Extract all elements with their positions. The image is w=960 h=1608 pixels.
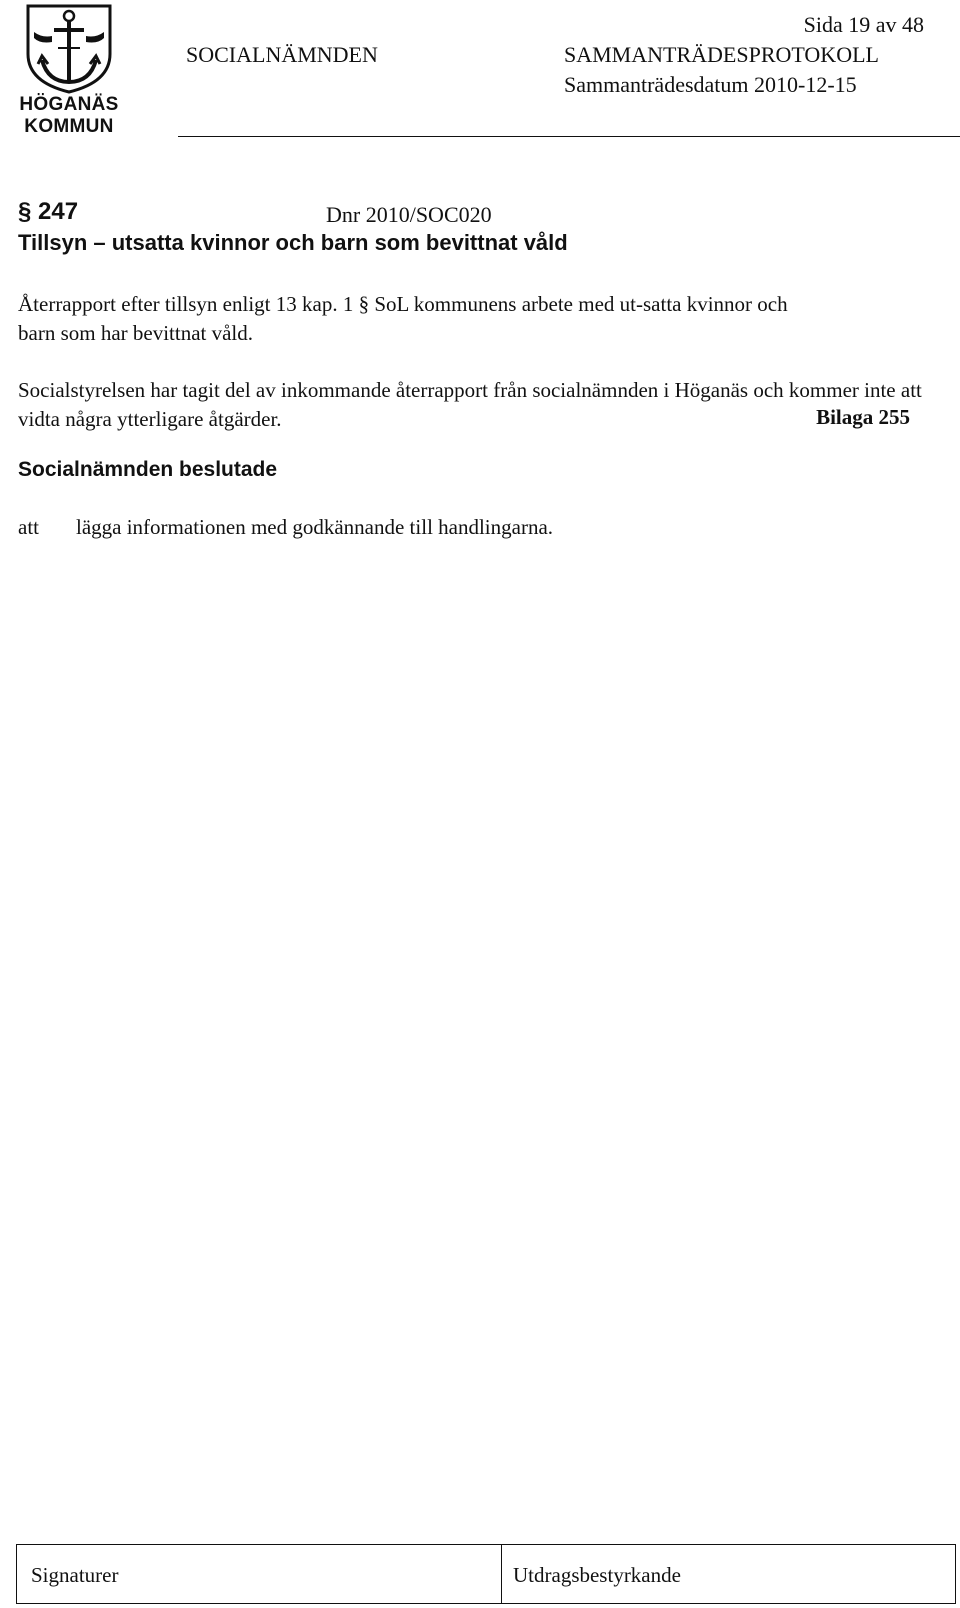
- logo-text-line2: KOMMUN: [24, 116, 114, 137]
- signature-table: [16, 1544, 956, 1604]
- paragraph-response: Socialstyrelsen har tagit del av inkommande återrapport från socialnämnden i Höganäs och kommer inte att vidta några ytterligare åtgärder.: [18, 378, 922, 431]
- logo-text-line1: HÖGANÄS: [19, 94, 119, 115]
- section-number: § 247: [18, 198, 79, 225]
- signature-divider: [501, 1545, 502, 1603]
- page-number: Sida 19 av 48: [803, 12, 924, 37]
- certification-label: Utdragsbestyrkande: [513, 1563, 681, 1587]
- paragraph-background: Återrapport efter tillsyn enligt 13 kap. 1 § SoL kommunens arbete med ut-satta kvinnor och barn som har bevittnat våld.: [18, 292, 788, 345]
- municipality-logo: [14, 2, 124, 138]
- diary-number: Dnr 2010/SOC020: [326, 202, 492, 227]
- decision-heading: Socialnämnden beslutade: [18, 458, 278, 481]
- section-title: Tillsyn – utsatta kvinnor och barn som bevittnat våld: [18, 230, 568, 255]
- decision-att-label: att: [18, 515, 39, 539]
- attachment-reference: Bilaga 255: [816, 405, 910, 429]
- decision-text: lägga informationen med godkännande till handlingarna.: [76, 515, 554, 539]
- header-meeting-date: Sammanträdesdatum 2010-12-15: [564, 72, 857, 97]
- header-organization: SOCIALNÄMNDEN: [186, 42, 378, 67]
- header-document-type: SAMMANTRÄDESPROTOKOLL: [564, 42, 879, 67]
- anchor-coat-of-arms-icon: [14, 2, 124, 94]
- header-rule: [178, 136, 960, 137]
- signatures-label: Signaturer: [31, 1563, 119, 1587]
